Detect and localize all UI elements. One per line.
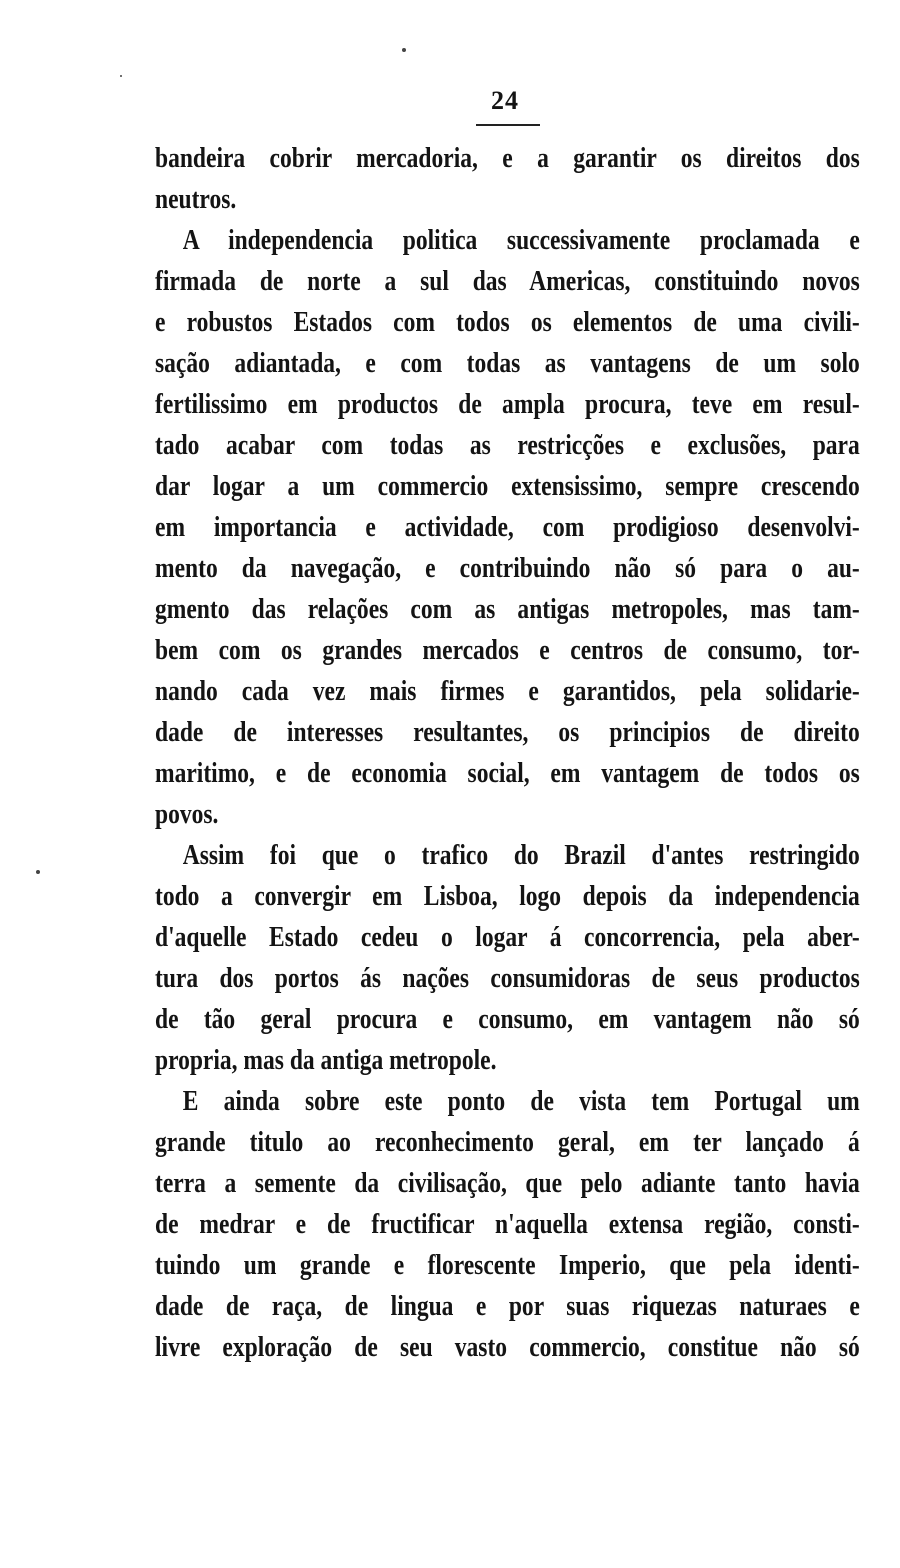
text-line: bandeira cobrir mercadoria, e a garantir os direitos dos xyxy=(155,143,860,174)
text-line: firmada de norte a sul das Americas, constituindo novos xyxy=(155,266,860,297)
text-line: tado acabar com todas as restricções e exclusões, para xyxy=(155,430,860,461)
text-line: d'aquelle Estado cedeu o logar á concorrencia, pela aber- xyxy=(155,922,860,953)
text-line: todo a convergir em Lisboa, logo depois da independencia xyxy=(155,881,860,912)
text-line: dade de raça, de lingua e por suas riquezas naturaes e xyxy=(155,1291,860,1322)
text-line: Assim foi que o trafico do Brazil d'antes restringido xyxy=(182,840,860,871)
scan-speck xyxy=(120,75,122,77)
text-line: fertilissimo em productos de ampla procura, teve em resul- xyxy=(155,389,860,420)
text-line: E ainda sobre este ponto de vista tem Portugal um xyxy=(182,1086,860,1117)
text-line: maritimo, e de economia social, em vantagem de todos os xyxy=(155,758,860,789)
text-line: em importancia e actividade, com prodigioso desenvolvi- xyxy=(155,512,860,543)
text-line: dade de interesses resultantes, os principios de direito xyxy=(155,717,860,748)
text-line: terra a semente da civilisação, que pelo adiante tanto havia xyxy=(155,1168,860,1199)
text-line: tuindo um grande e florescente Imperio, que pela identi- xyxy=(155,1250,860,1281)
text-line: bem com os grandes mercados e centros de consumo, tor- xyxy=(155,635,860,666)
text-line: povos. xyxy=(155,799,219,830)
page-number: 24 xyxy=(491,86,519,115)
text-line: neutros. xyxy=(155,184,237,215)
text-line: de medrar e de fructificar n'aquella extensa região, consti- xyxy=(155,1209,860,1240)
text-line: mento da navegação, e contribuindo não só para o au- xyxy=(155,553,860,584)
text-line: A independencia politica successivamente proclamada e xyxy=(182,225,860,256)
text-body xyxy=(155,138,860,1368)
text-line: nando cada vez mais firmes e garantidos, pela solidarie- xyxy=(155,676,860,707)
page-number-rule xyxy=(476,124,540,126)
text-line: gmento das relações com as antigas metropoles, mas tam- xyxy=(155,594,860,625)
text-line: e robustos Estados com todos os elementos de uma civili- xyxy=(155,307,860,338)
text-line: propria, mas da antiga metropole. xyxy=(155,1045,497,1076)
scan-speck xyxy=(402,48,406,52)
text-line: tura dos portos ás nações consumidoras de seus productos xyxy=(155,963,860,994)
text-line: dar logar a um commercio extensissimo, sempre crescendo xyxy=(155,471,860,502)
text-line: livre exploração de seu vasto commercio, constitue não só xyxy=(155,1332,860,1363)
text-line: de tão geral procura e consumo, em vantagem não só xyxy=(155,1004,860,1035)
text-line: grande titulo ao reconhecimento geral, em ter lançado á xyxy=(155,1127,860,1158)
scan-speck xyxy=(36,870,40,874)
text-line: sação adiantada, e com todas as vantagens de um solo xyxy=(155,348,860,379)
